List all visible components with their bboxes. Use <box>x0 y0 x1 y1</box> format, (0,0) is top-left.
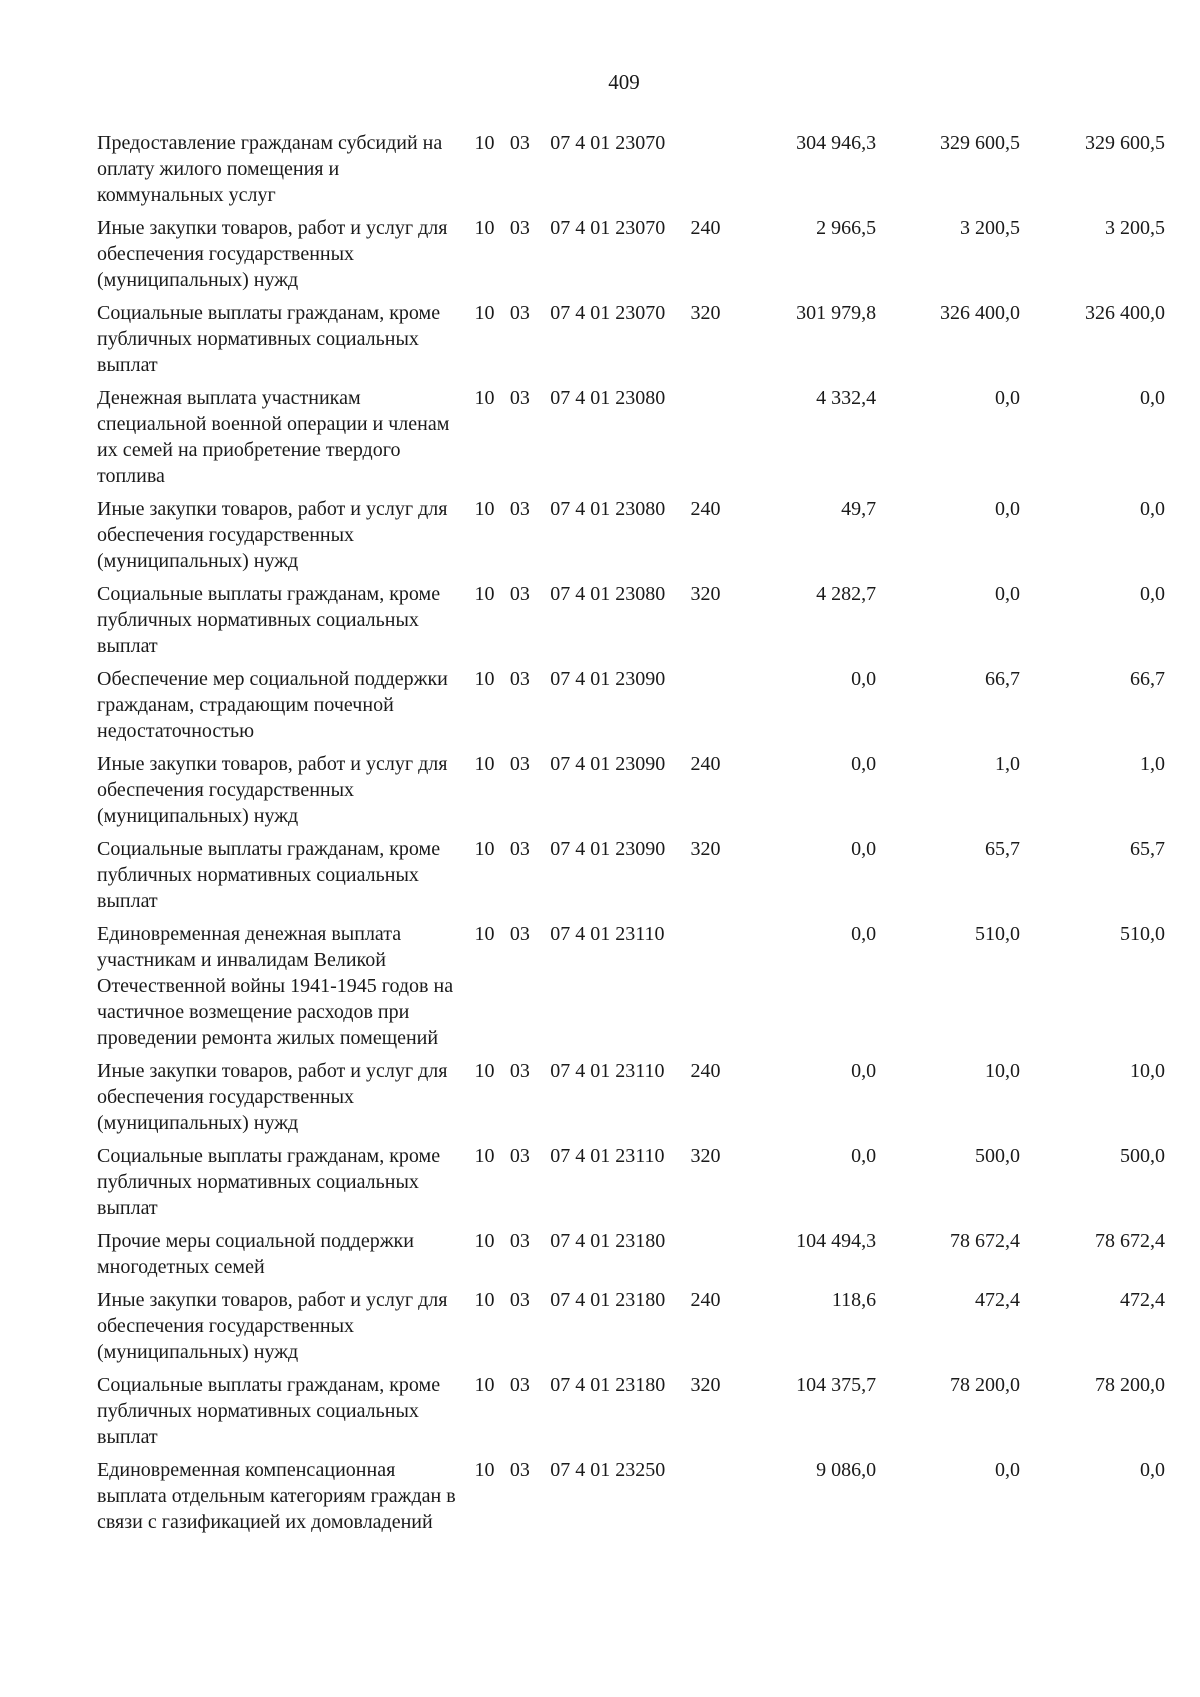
expense-name: Иные закупки товаров, работ и услуг для обеспечения государственных (муниципальных) нужд <box>97 1060 448 1134</box>
amount-year-1: 0,0 <box>851 753 877 775</box>
amount-year-1: 0,0 <box>851 838 877 860</box>
amount-year-3: 326 400,0 <box>1085 302 1165 324</box>
amount-year-2: 0,0 <box>995 387 1020 409</box>
expense-type-code: 320 <box>690 1374 721 1396</box>
amount-year-1: 0,0 <box>851 668 877 690</box>
amount-year-3: 510,0 <box>1120 923 1165 945</box>
table-row <box>97 496 1165 581</box>
table-row <box>97 1372 1165 1457</box>
table-row <box>97 666 1165 751</box>
expense-name: Единовременная денежная выплата участникам и инвалидам Великой Отечественной войны 1941-1945 годов на частичное возмещение расходов при проведении ремонта жилых помещений <box>97 923 454 1049</box>
subsection-code: 03 <box>509 1289 530 1311</box>
amount-year-2: 329 600,5 <box>940 132 1020 154</box>
table-row <box>97 1143 1165 1228</box>
amount-year-2: 78 672,4 <box>950 1230 1020 1252</box>
subsection-code: 03 <box>509 387 530 409</box>
amount-year-1: 118,6 <box>831 1289 877 1311</box>
expense-type-code <box>690 921 740 1058</box>
target-article-code: 07 4 01 23110 <box>550 1145 665 1167</box>
table-row <box>97 581 1165 666</box>
expense-name: Обеспечение мер социальной поддержки гражданам, страдающим почечной недостаточностью <box>97 668 448 742</box>
expense-type-code: 320 <box>690 302 721 324</box>
subsection-code: 03 <box>509 217 530 239</box>
expense-name: Иные закупки товаров, работ и услуг для обеспечения государственных (муниципальных) нужд <box>97 753 448 827</box>
table-row <box>97 751 1165 836</box>
amount-year-1: 0,0 <box>851 1060 877 1082</box>
expense-name: Социальные выплаты гражданам, кроме публичных нормативных социальных выплат <box>97 838 441 912</box>
amount-year-2: 78 200,0 <box>950 1374 1020 1396</box>
table-row <box>97 836 1165 921</box>
amount-year-1: 4 282,7 <box>816 583 877 605</box>
table-row <box>97 1457 1165 1542</box>
table-row <box>97 130 1165 215</box>
amount-year-3: 472,4 <box>1120 1289 1165 1311</box>
amount-year-2: 10,0 <box>985 1060 1020 1082</box>
amount-year-3: 329 600,5 <box>1085 132 1165 154</box>
expense-name: Денежная выплата участникам специальной военной операции и членам их семей на приобретение твердого топлива <box>97 387 450 487</box>
table-row <box>97 385 1165 496</box>
amount-year-3: 0,0 <box>1140 1459 1165 1481</box>
target-article-code: 07 4 01 23090 <box>550 753 666 775</box>
target-article-code: 07 4 01 23070 <box>550 132 666 154</box>
expense-type-code <box>690 130 740 215</box>
amount-year-2: 0,0 <box>995 498 1020 520</box>
amount-year-3: 3 200,5 <box>1105 217 1165 239</box>
amount-year-3: 0,0 <box>1140 498 1165 520</box>
amount-year-2: 326 400,0 <box>940 302 1020 324</box>
subsection-code: 03 <box>509 1145 530 1167</box>
subsection-code: 03 <box>509 753 530 775</box>
target-article-code: 07 4 01 23090 <box>550 838 666 860</box>
amount-year-1: 2 966,5 <box>816 217 877 239</box>
section-code: 10 <box>474 387 495 409</box>
table-row <box>97 300 1165 385</box>
expense-type-code: 320 <box>690 583 721 605</box>
expense-name: Иные закупки товаров, работ и услуг для обеспечения государственных (муниципальных) нужд <box>97 217 448 291</box>
amount-year-2: 510,0 <box>975 923 1020 945</box>
subsection-code: 03 <box>509 583 530 605</box>
amount-year-1: 304 946,3 <box>796 132 877 154</box>
expense-type-code: 240 <box>690 498 721 520</box>
section-code: 10 <box>474 132 495 154</box>
table-row <box>97 1058 1165 1143</box>
expense-type-code: 240 <box>690 217 721 239</box>
expense-type-code: 240 <box>690 1289 721 1311</box>
page-number: 409 <box>608 70 640 94</box>
amount-year-1: 0,0 <box>851 923 877 945</box>
target-article-code: 07 4 01 23070 <box>550 217 666 239</box>
expense-name: Единовременная компенсационная выплата отдельным категориям граждан в связи с газификацией их домовладений <box>97 1459 456 1533</box>
amount-year-3: 66,7 <box>1130 668 1165 690</box>
expense-type-code: 320 <box>690 838 721 860</box>
expense-type-code <box>690 1457 740 1542</box>
target-article-code: 07 4 01 23080 <box>550 387 666 409</box>
section-code: 10 <box>474 753 495 775</box>
amount-year-3: 78 672,4 <box>1095 1230 1165 1252</box>
expense-name: Социальные выплаты гражданам, кроме публичных нормативных социальных выплат <box>97 583 441 657</box>
table-row <box>97 1287 1165 1372</box>
expense-name: Социальные выплаты гражданам, кроме публичных нормативных социальных выплат <box>97 1374 441 1448</box>
target-article-code: 07 4 01 23070 <box>550 302 666 324</box>
subsection-code: 03 <box>509 1060 530 1082</box>
amount-year-1: 104 375,7 <box>796 1374 877 1396</box>
amount-year-3: 0,0 <box>1140 387 1165 409</box>
expense-type-code <box>690 385 740 496</box>
subsection-code: 03 <box>509 498 530 520</box>
expense-type-code: 240 <box>690 753 721 775</box>
amount-year-1: 9 086,0 <box>816 1459 877 1481</box>
subsection-code: 03 <box>509 838 530 860</box>
amount-year-3: 0,0 <box>1140 583 1165 605</box>
expense-name: Иные закупки товаров, работ и услуг для обеспечения государственных (муниципальных) нужд <box>97 1289 448 1363</box>
subsection-code: 03 <box>509 302 530 324</box>
table-row <box>97 1228 1165 1287</box>
section-code: 10 <box>474 1289 495 1311</box>
target-article-code: 07 4 01 23110 <box>550 1060 665 1082</box>
section-code: 10 <box>474 668 495 690</box>
amount-year-3: 78 200,0 <box>1095 1374 1165 1396</box>
amount-year-2: 65,7 <box>985 838 1020 860</box>
table-row <box>97 921 1165 1058</box>
amount-year-2: 0,0 <box>995 583 1020 605</box>
section-code: 10 <box>474 1459 495 1481</box>
budget-table <box>97 130 1165 1542</box>
target-article-code: 07 4 01 23180 <box>550 1289 666 1311</box>
section-code: 10 <box>474 217 495 239</box>
expense-name: Социальные выплаты гражданам, кроме публичных нормативных социальных выплат <box>97 302 441 376</box>
target-article-code: 07 4 01 23110 <box>550 923 665 945</box>
amount-year-2: 0,0 <box>995 1459 1020 1481</box>
section-code: 10 <box>474 498 495 520</box>
amount-year-3: 10,0 <box>1130 1060 1165 1082</box>
amount-year-1: 49,7 <box>841 498 877 520</box>
section-code: 10 <box>474 302 495 324</box>
section-code: 10 <box>474 1060 495 1082</box>
expense-name: Прочие меры социальной поддержки многодетных семей <box>97 1230 414 1278</box>
expense-name: Иные закупки товаров, работ и услуг для обеспечения государственных (муниципальных) нужд <box>97 498 448 572</box>
section-code: 10 <box>474 1374 495 1396</box>
target-article-code: 07 4 01 23090 <box>550 668 666 690</box>
target-article-code: 07 4 01 23250 <box>550 1459 666 1481</box>
expense-type-code: 320 <box>690 1145 721 1167</box>
subsection-code: 03 <box>509 1374 530 1396</box>
section-code: 10 <box>474 1145 495 1167</box>
amount-year-1: 104 494,3 <box>796 1230 877 1252</box>
amount-year-3: 500,0 <box>1120 1145 1165 1167</box>
amount-year-1: 301 979,8 <box>796 302 877 324</box>
section-code: 10 <box>474 923 495 945</box>
subsection-code: 03 <box>509 668 530 690</box>
target-article-code: 07 4 01 23180 <box>550 1374 666 1396</box>
amount-year-3: 1,0 <box>1140 753 1165 775</box>
subsection-code: 03 <box>509 132 530 154</box>
expense-type-code: 240 <box>690 1060 721 1082</box>
amount-year-2: 3 200,5 <box>960 217 1020 239</box>
amount-year-2: 500,0 <box>975 1145 1020 1167</box>
amount-year-2: 472,4 <box>975 1289 1020 1311</box>
amount-year-1: 0,0 <box>851 1145 877 1167</box>
target-article-code: 07 4 01 23180 <box>550 1230 666 1252</box>
section-code: 10 <box>474 1230 495 1252</box>
amount-year-1: 4 332,4 <box>816 387 877 409</box>
expense-type-code <box>690 666 740 751</box>
target-article-code: 07 4 01 23080 <box>550 498 666 520</box>
expense-type-code <box>690 1228 740 1287</box>
section-code: 10 <box>474 583 495 605</box>
subsection-code: 03 <box>509 923 530 945</box>
table-row <box>97 215 1165 300</box>
subsection-code: 03 <box>509 1230 530 1252</box>
amount-year-3: 65,7 <box>1130 838 1165 860</box>
amount-year-2: 66,7 <box>985 668 1020 690</box>
target-article-code: 07 4 01 23080 <box>550 583 666 605</box>
section-code: 10 <box>474 838 495 860</box>
subsection-code: 03 <box>509 1459 530 1481</box>
expense-name: Предоставление гражданам субсидий на оплату жилого помещения и коммунальных услуг <box>97 132 443 206</box>
expense-name: Социальные выплаты гражданам, кроме публичных нормативных социальных выплат <box>97 1145 441 1219</box>
amount-year-2: 1,0 <box>995 753 1020 775</box>
table-body <box>97 130 1165 1542</box>
